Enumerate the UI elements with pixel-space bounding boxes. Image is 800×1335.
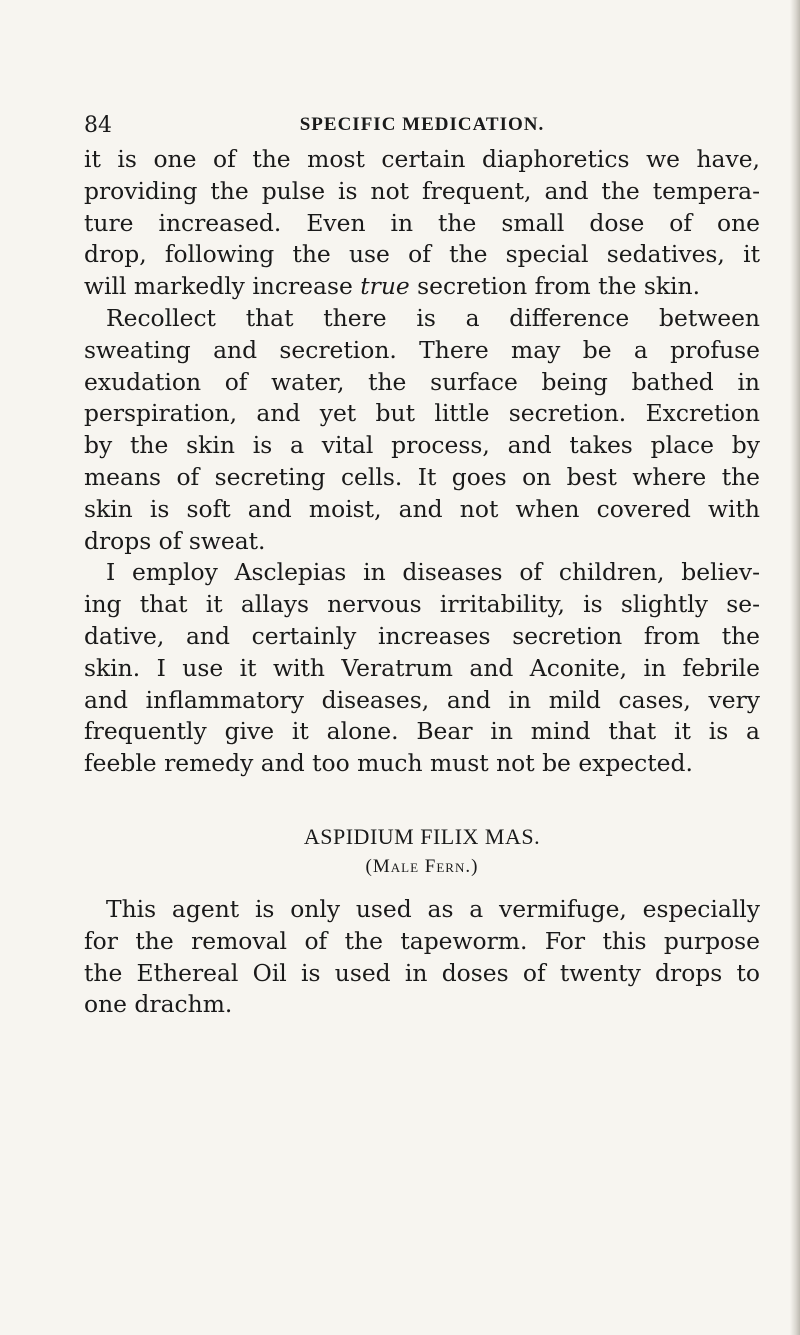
text-line: drop, following the use of the special sedatives, it [84, 240, 760, 269]
emphasized-word: true [360, 272, 410, 301]
text-line: I employ Asclepias in diseases of children, believ- [106, 558, 760, 587]
text-line: drops of sweat. [84, 526, 266, 555]
text-line: sweating and secretion. There may be a profuse [84, 335, 760, 364]
text-line: one drachm. [84, 990, 233, 1019]
text-line: by the skin is a vital process, and takes place by [84, 431, 760, 460]
text-line: This agent is only used as a vermifuge, especially [106, 894, 760, 923]
text-line: feeble remedy and too much must not be expected. [84, 749, 693, 778]
text-line: it is one of the most certain diaphoretics we have, [84, 145, 760, 173]
text-line: dative, and certainly increases secretion from the [84, 621, 760, 650]
text-line: exudation of water, the surface being bathed in [84, 367, 760, 396]
paragraph-4 [84, 894, 760, 1021]
text-line: means of secreting cells. It goes on best where the [84, 462, 760, 491]
page-number: 84 [84, 113, 112, 138]
book-page [84, 104, 760, 1021]
text-line: the Ethereal Oil is used in doses of twenty drops to [84, 958, 760, 987]
text-line: skin. I use it with Veratrum and Aconite, in febrile [84, 653, 760, 682]
text-line: providing the pulse is not frequent, and the tempera- [84, 176, 760, 205]
section-subtitle: (Male Fern.) [365, 855, 479, 877]
text-line: for the removal of the tapeworm. For this purpose [84, 926, 760, 955]
paragraph-3 [84, 557, 760, 780]
text-line: skin is soft and moist, and not when covered with [84, 494, 760, 523]
page-edge-shadow [790, 0, 800, 1335]
text-line: ing that it allays nervous irritability, is slightly se- [84, 590, 760, 619]
paragraph-1 [84, 144, 760, 303]
text-line: and inflammatory diseases, and in mild cases, very [84, 685, 760, 714]
paragraph-2 [84, 303, 760, 557]
text-line: ture increased. Even in the small dose of one [84, 208, 760, 237]
running-title: SPECIFIC MEDICATION. [299, 114, 545, 135]
section-title: ASPIDIUM FILIX MAS. [303, 823, 541, 849]
page-header [84, 104, 760, 144]
text-line: Recollect that there is a difference between [106, 303, 760, 332]
text-line: perspiration, and yet but little secretion. Excretion [84, 399, 760, 428]
text-line-with-italic: will markedly increase true secretion from the skin. [84, 272, 701, 301]
text-line: frequently give it alone. Bear in mind that it is a [84, 717, 760, 746]
